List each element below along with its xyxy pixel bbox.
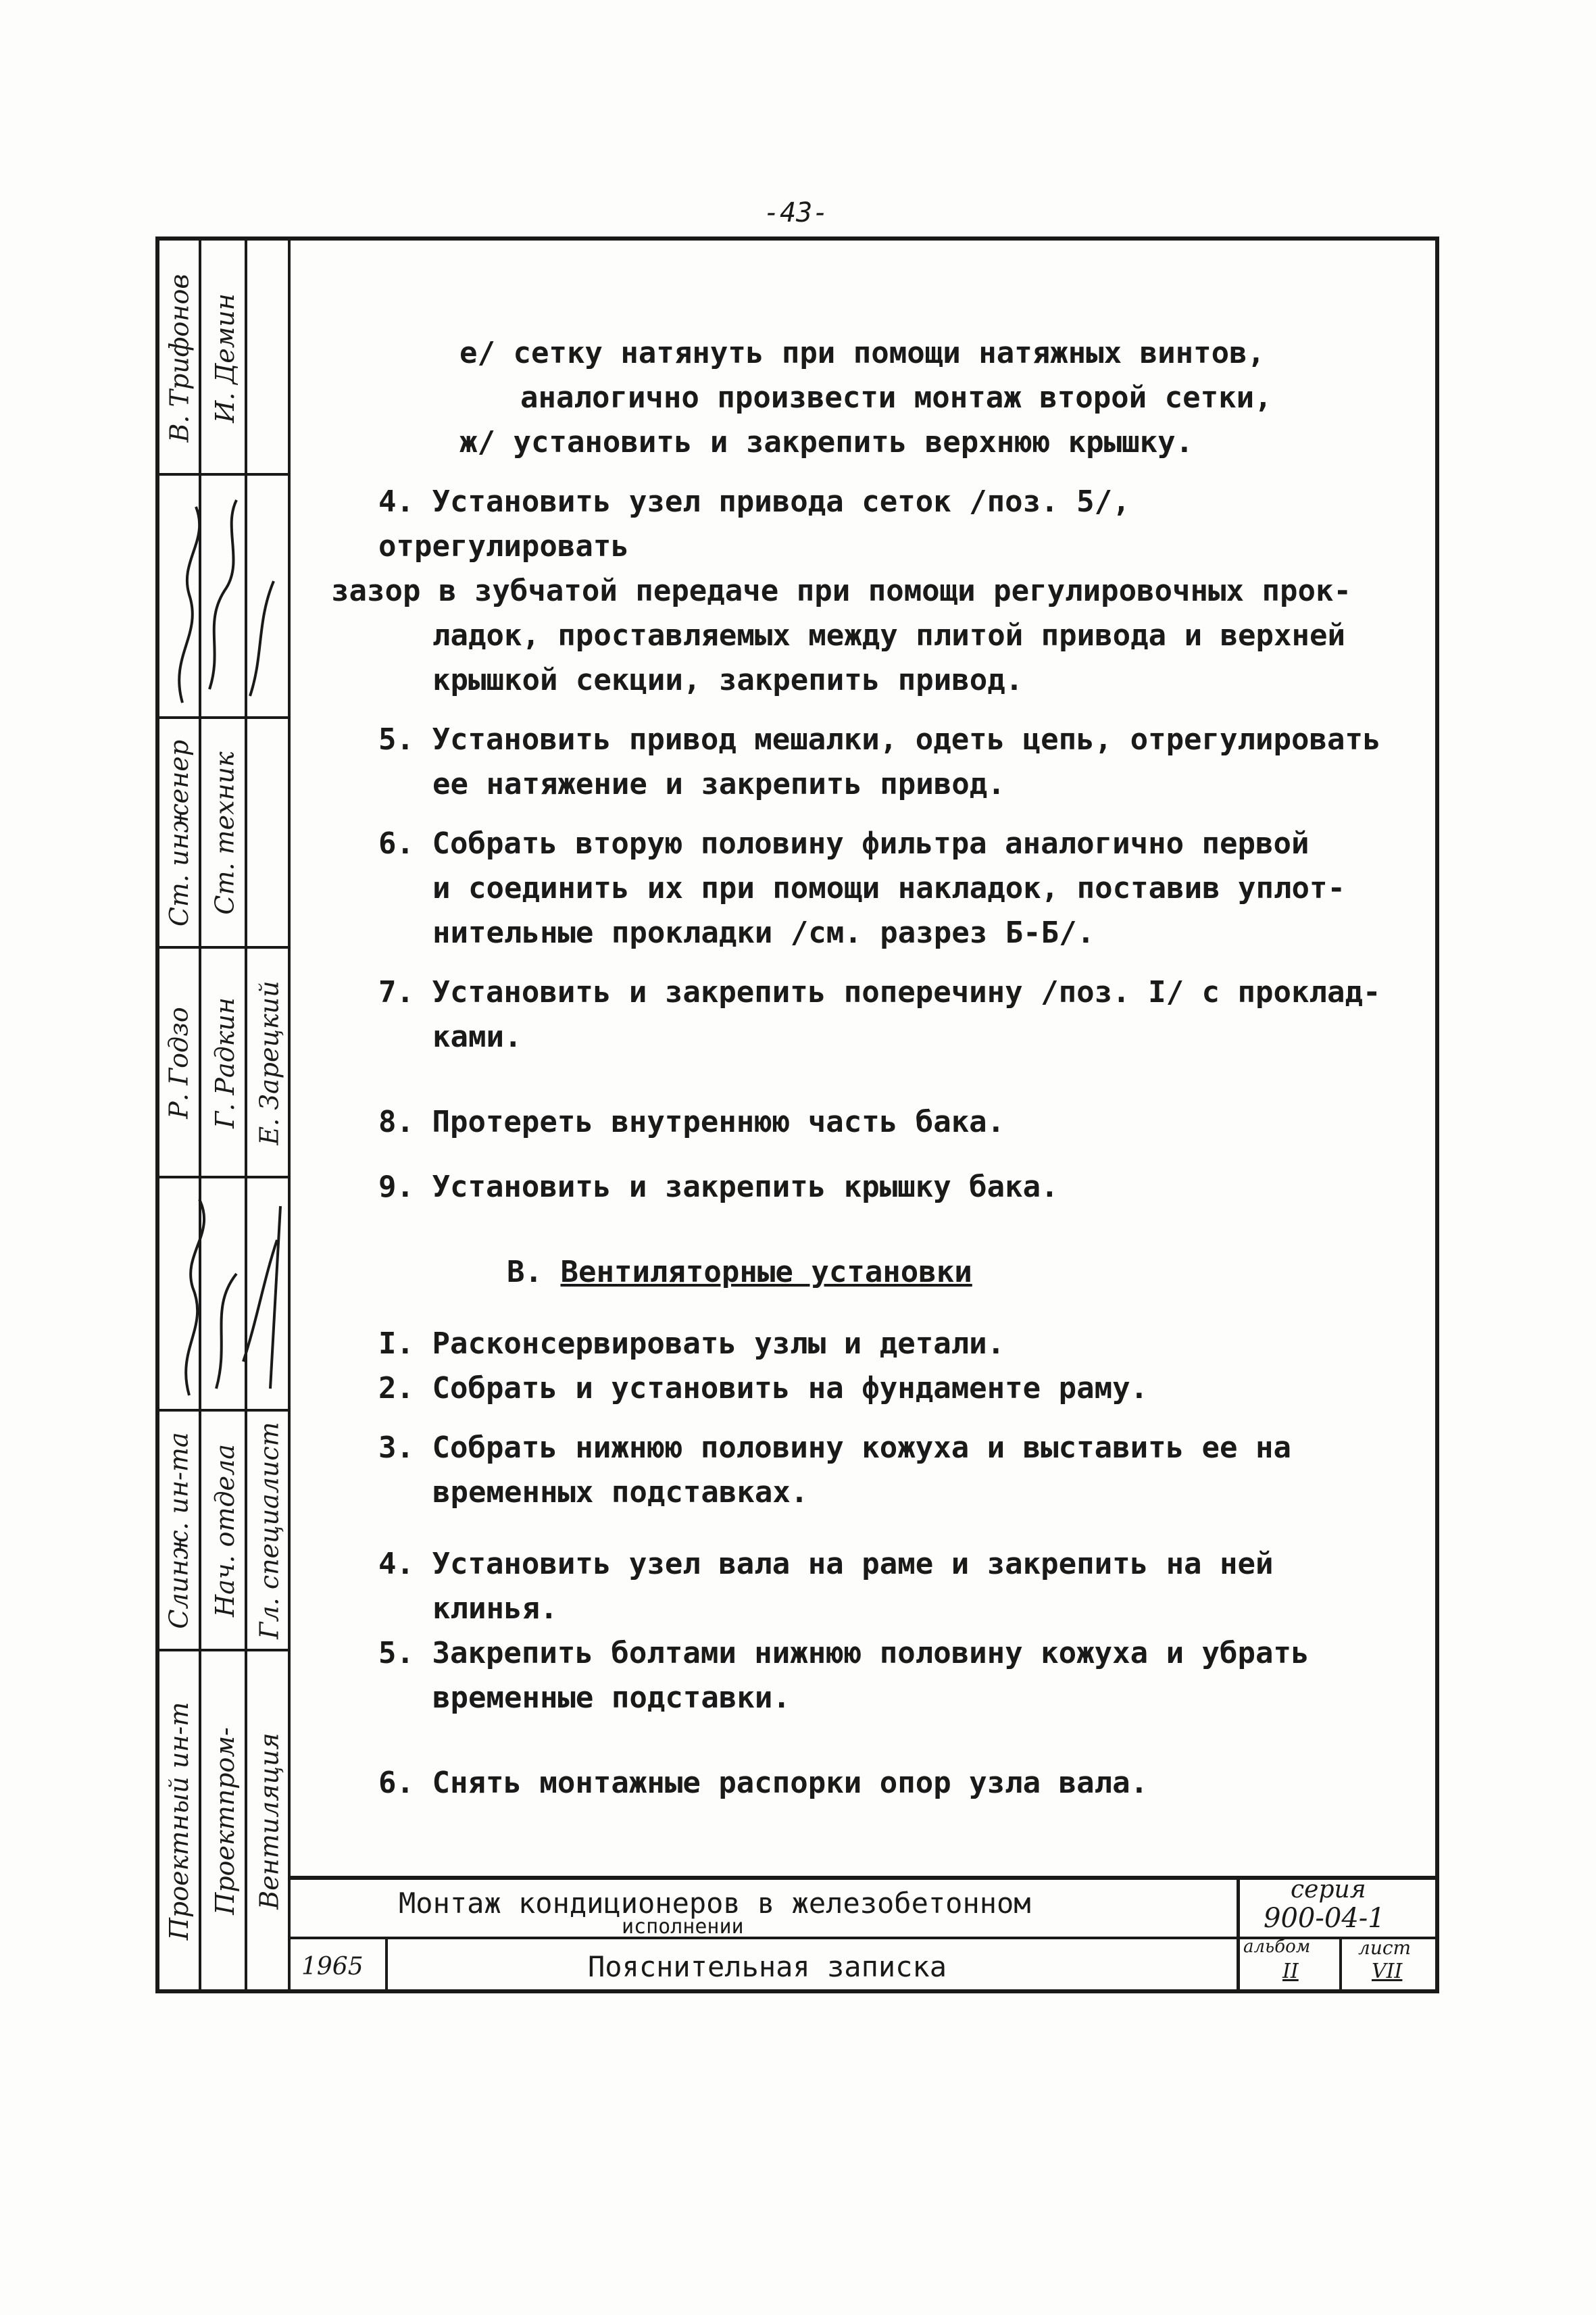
list-item: 2. Собрать и установить на фундаменте раму. — [378, 1371, 1149, 1405]
stamp-row-line — [155, 946, 291, 949]
year: 1965 — [301, 1953, 364, 1981]
stamp-cell — [247, 1412, 292, 1649]
stamp-cell — [203, 949, 247, 1176]
stamp-cell — [203, 1652, 247, 1990]
page-number: -43- — [764, 197, 829, 228]
section-heading — [507, 1250, 1392, 1295]
stamp-row-line — [155, 1176, 291, 1178]
document-subtitle: Пояснительная записка — [588, 1950, 947, 1983]
stamp-cell — [157, 949, 201, 1176]
stamp-cell — [203, 720, 247, 946]
paragraph: ее натяжение и закрепить привод. — [432, 767, 1005, 801]
stamp-position: Ст. инженер — [164, 739, 194, 926]
list-item: 5. Установить привод мешалки, одеть цепь, отрегулировать — [378, 722, 1381, 757]
list-item: 4. Установить узел вала на раме и закрепить на ней — [378, 1547, 1274, 1581]
stamp-name: В. Трифонов — [164, 274, 194, 443]
list-item: 5. Закрепить болтами нижнюю половину кожуха и убрать — [378, 1636, 1310, 1670]
list-item: I. Расконсервировать узлы и детали. — [378, 1326, 1005, 1361]
stamp-position: Слинж. ин-та — [164, 1432, 195, 1629]
stamp-row-line — [155, 473, 291, 476]
title-block — [291, 1876, 1439, 1993]
stamp-cell — [203, 1412, 247, 1649]
section-title: Вентиляторные установки — [560, 1255, 972, 1289]
stamp-cell — [203, 243, 247, 473]
stamp-row-line — [155, 1409, 291, 1412]
stamp-cell — [157, 1652, 201, 1990]
sheet-label: лист — [1358, 1937, 1412, 1959]
stamp-cell — [157, 720, 201, 946]
stamp-name: Е. Зарецкий — [255, 980, 285, 1145]
stamp-organization: Вентиляция — [255, 1733, 284, 1910]
sheet-value: VII — [1372, 1960, 1403, 1983]
stamp-row-line — [155, 716, 291, 719]
album-value: II — [1282, 1960, 1299, 1983]
album-label: альбом — [1243, 1937, 1311, 1957]
stamp-row-line — [155, 1649, 291, 1651]
section-letter: В. — [507, 1255, 543, 1289]
paragraph: ками. — [432, 1020, 522, 1054]
stamp-name: И. Демин — [210, 293, 241, 423]
paragraph: е/ сетку натянуть при помощи натяжных винтов, — [459, 336, 1266, 370]
title-block-divider — [385, 1937, 388, 1993]
paragraph: временные подставки. — [432, 1681, 791, 1715]
paragraph: ж/ установить и закрепить верхнюю крышку. — [459, 425, 1194, 459]
list-item: 6. Снять монтажные распорки опор узла вала. — [378, 1766, 1149, 1800]
stamp-name: Г. Радкин — [210, 997, 241, 1128]
list-item: 7. Установить и закрепить поперечину /поз. I/ с проклад- — [378, 975, 1381, 1010]
stamp-organization: Проектный ин-т — [164, 1701, 194, 1941]
paragraph: и соединить их при помощи накладок, поставив уплот- — [432, 871, 1346, 905]
stamp-organization: Проектпром- — [210, 1727, 241, 1915]
paragraph: аналогично произвести монтаж второй сетки, — [520, 380, 1272, 415]
list-item: 4. Установить узел привода сеток /поз. 5/, отрегулировать — [378, 484, 1130, 564]
document-title: Монтаж кондиционеров в железобетонном — [399, 1887, 1031, 1920]
paragraph: крышкой секции, закрепить привод. — [432, 663, 1024, 697]
list-item: 3. Собрать нижнюю половину кожуха и выставить ее на — [378, 1430, 1292, 1465]
stamp-position: Нач. отдела — [210, 1444, 240, 1617]
list-item: 6. Собрать вторую половину фильтра аналогично первой — [378, 826, 1310, 861]
paragraph: клинья. — [432, 1591, 558, 1626]
list-item: 9. Установить и закрепить крышку бака. — [378, 1170, 1059, 1204]
document-title-cont: исполнении — [622, 1915, 744, 1937]
paragraph: временных подставках. — [432, 1475, 809, 1510]
stamp-cell — [247, 949, 292, 1176]
stamp-position: Ст. техник — [210, 751, 241, 915]
list-item: 8. Протереть внутреннюю часть бака. — [378, 1105, 1005, 1139]
stamp-name: Р. Годзо — [164, 1006, 195, 1119]
series-label: серия — [1291, 1876, 1366, 1903]
series-value: 900-04-1 — [1264, 1903, 1385, 1934]
stamp-position: Гл. специалист — [255, 1422, 285, 1639]
stamp-cell — [247, 1652, 292, 1990]
signature — [162, 1186, 291, 1402]
paragraph: зазор в зубчатой передаче при помощи регулировочных прок- — [331, 574, 1351, 608]
title-block-divider — [1339, 1937, 1342, 1993]
paragraph: ладок, проставляемых между плитой привода и верхней — [432, 618, 1346, 653]
stamp-cell — [157, 243, 201, 473]
document-body — [331, 331, 1392, 1806]
signature — [162, 487, 291, 710]
stamp-cell — [157, 1412, 201, 1649]
paragraph: нительные прокладки /см. разрез Б-Б/. — [432, 916, 1095, 950]
